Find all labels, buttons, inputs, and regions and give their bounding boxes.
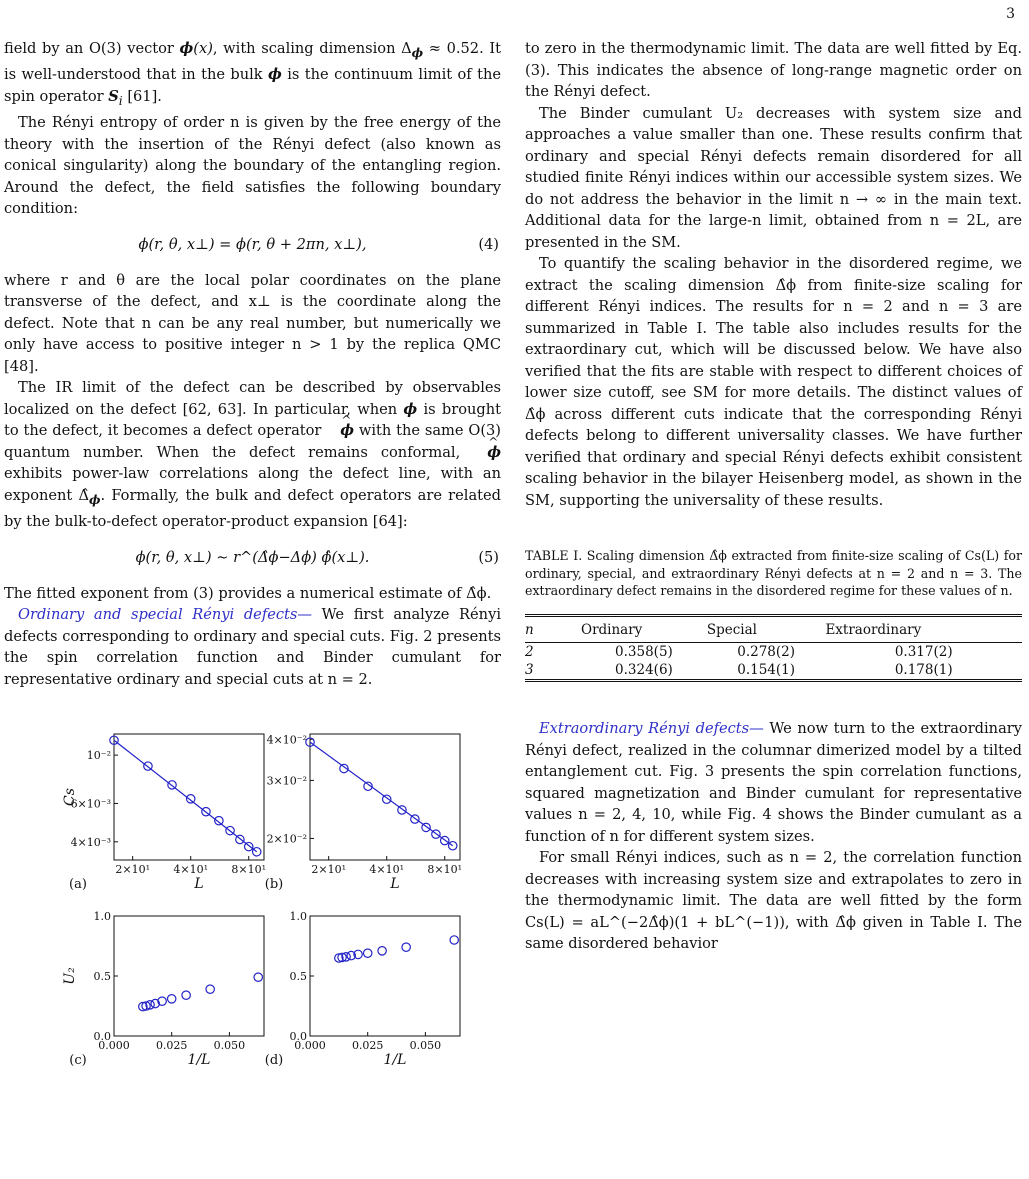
left-paragraph-3: where r and θ are the local polar coordinates on the plane transverse of the defect, and x⊥ is the coordinate along the defect. Note that n can be any real number, but numerically we only have access to positive integer n > 1 by the replica QMC [48]. xyxy=(4,271,501,375)
y-tick-label: 4×10⁻² xyxy=(266,733,307,747)
y-tick-label: 1.0 xyxy=(289,910,307,924)
figure-2 xyxy=(4,724,501,1069)
left-paragraph-6: Ordinary and special Rényi defects— We first analyze Rényi defects corresponding to ordinary and special cuts. Fig. 2 presents the spin correlation function and Binder cumulant for representative ordinary and special cuts at n = 2. xyxy=(4,606,501,688)
data-point xyxy=(422,823,430,831)
y-axis-label: Cs xyxy=(62,788,78,807)
figure-2-svg xyxy=(4,724,501,1069)
panel-label: (a) xyxy=(69,877,87,893)
y-tick-label: 6×10⁻³ xyxy=(70,797,111,811)
y-tick-label: 2×10⁻² xyxy=(266,832,307,846)
x-axis-label: L xyxy=(390,876,400,893)
x-tick-label: 0.000 xyxy=(294,1039,326,1053)
x-axis-label: 1/L xyxy=(383,1052,407,1069)
x-tick-label: 0.050 xyxy=(409,1039,442,1053)
data-point xyxy=(187,795,195,803)
page-number: 3 xyxy=(1006,6,1015,22)
x-tick-label: 2×10¹ xyxy=(311,863,346,877)
data-point xyxy=(363,949,371,957)
table-cell: 0.358(5) xyxy=(615,644,673,660)
equation-5: ϕ(r, θ, x⊥) ∼ r^(Δ̂ϕ−Δϕ) ϕ̂(x⊥). (5) xyxy=(135,548,499,566)
axes-frame xyxy=(114,916,264,1036)
x-tick-label: 0.025 xyxy=(351,1039,384,1053)
equation-4: ϕ(r, θ, x⊥) = ϕ(r, θ + 2πn, x⊥), (4) xyxy=(138,236,499,254)
right-paragraph-3: To quantify the scaling behavior in the disordered regime, we extract the scaling dimension Δ̂ϕ from finite-size scaling for different Rényi indices. The results for n = 2 and n = 3 are summarized in Table I. The table also includes results for the extraordinary cut, which will be discussed below. We have also verified that the fits are stable with respect to different choices of lower size cutoff, see SM for more details. The distinct values of Δ̂ϕ across different cuts indicate that the corresponding Rényi defects belong to different universality classes. We have further verified that ordinary and special Rényi defects exhibit consistent scaling behavior in the bilayer Heisenberg model, as shown in the SM, supporting the universality of these results. xyxy=(525,255,1022,509)
axes-frame xyxy=(114,734,264,860)
y-tick-label: 0.5 xyxy=(93,970,111,984)
table-cell: 0.154(1) xyxy=(707,661,826,681)
table-1-caption: TABLE I. Scaling dimension Δ̂ϕ extracted from finite-size scaling of Cs(L) for ordinary, special, and extraordinary Rényi defects at n = 2 and n = 3. The extraordinary defect remains in the disordered regime for these values of n. xyxy=(525,548,1022,598)
x-axis-label: L xyxy=(194,876,204,893)
x-tick-label: 2×10¹ xyxy=(115,863,150,877)
data-point xyxy=(378,947,386,955)
data-point xyxy=(182,991,190,999)
panel-label: (d) xyxy=(264,1053,284,1069)
data-point xyxy=(402,943,410,951)
table-header-ordinary: Ordinary xyxy=(581,615,707,643)
data-point xyxy=(411,815,419,823)
data-point xyxy=(450,936,458,944)
x-tick-label: 0.025 xyxy=(155,1039,188,1053)
right-paragraph-1: to zero in the thermodynamic limit. The data are well fitted by Eq. (3). This indicates the absence of long-range magnetic order on the Rényi defect. xyxy=(525,40,1022,100)
data-point xyxy=(254,973,262,981)
x-tick-label: 4×10¹ xyxy=(369,863,405,877)
panel-label: (c) xyxy=(69,1053,87,1069)
table-cell: 3 xyxy=(525,661,581,681)
data-point xyxy=(206,985,214,993)
table-row xyxy=(525,643,1022,662)
x-tick-label: 0.000 xyxy=(98,1039,130,1053)
panel-label: (b) xyxy=(264,877,284,893)
x-tick-label: 4×10¹ xyxy=(173,863,209,877)
right-paragraph-5: For small Rényi indices, such as n = 2, the correlation function decreases with increasing system size and extrapolates to zero in the thermodynamic limit. The data are well fitted by the form Cs(L) = aL^(−2Δ̂ϕ)(1 + bL^(−1)), with Δ̂ϕ given in Table I. The same disordered behavior xyxy=(525,849,1022,952)
left-column xyxy=(4,38,502,1069)
y-tick-label: 3×10⁻² xyxy=(266,774,307,788)
left-paragraph-5: The fitted exponent from (3) provides a numerical estimate of Δ̂ϕ. xyxy=(4,584,492,602)
data-point xyxy=(398,806,406,814)
left-paragraph-2: The Rényi entropy of order n is given by the free energy of the theory with the insertion of the Rényi defect (also known as conical singularity) along the boundary of the entangling region. Around the defect, the field satisfies the following boundary condition: xyxy=(4,114,501,218)
y-tick-label: 0.0 xyxy=(93,1030,111,1044)
fit-line xyxy=(114,740,257,852)
left-paragraph-4: The IR limit of the defect can be described by observables localized on the defect [62, 63]. In particular, when ϕ is brought to the defect, it becomes a defect operator ^ ϕ with the same O(3) quantum number. When the defect remains conformal, ^ ϕ exhibits power-law correlations along the defect line, with an exponent $\Deltâ_\phi$. Formally, the bulk and defect operators are related by the bulk-to-defect operator-product expansion [64]: xyxy=(4,377,501,532)
table-cell: 0.278(2) xyxy=(737,644,796,660)
data-point xyxy=(253,848,261,856)
x-tick-label: 8×10¹ xyxy=(231,863,267,877)
y-tick-label: 0.5 xyxy=(289,970,307,984)
table-header-special: Special xyxy=(707,615,826,643)
left-paragraph-1: field by an O(3) vector ϕ(x), with scaling dimension $\Delta_\phi \approx 0.52$. It is well-understood that in the bulk ϕ is the continuum limit of the spin operator $S_i$ [61]. xyxy=(4,40,501,108)
table-1 xyxy=(525,614,1022,683)
right-column xyxy=(525,38,1022,955)
data-point xyxy=(167,995,175,1003)
data-point xyxy=(236,835,244,843)
table-row xyxy=(525,661,1022,681)
table-cell: 0.324(6) xyxy=(581,661,707,681)
table-cell: 2 xyxy=(525,644,534,660)
table-cell: 0.178(1) xyxy=(825,661,1022,681)
data-point xyxy=(215,817,223,825)
section-title-extraordinary: Extraordinary Rényi defects— xyxy=(539,720,764,737)
axes-frame xyxy=(310,916,460,1036)
x-axis-label: 1/L xyxy=(187,1052,211,1069)
y-tick-label: 0.0 xyxy=(289,1030,307,1044)
y-tick-label: 1.0 xyxy=(93,910,111,924)
table-header-n: n xyxy=(525,615,581,643)
fit-line xyxy=(310,742,453,846)
x-tick-label: 8×10¹ xyxy=(427,863,463,877)
y-tick-label: 10⁻² xyxy=(86,749,111,763)
right-paragraph-4: Extraordinary Rényi defects— We now turn to the extraordinary Rényi defect, realized in the columnar dimerized model by a tilted entanglement cut. Fig. 3 presents the spin correlation functions, squared magnetization and Binder cumulant for representative values n = 2, 4, 10, while Fig. 4 shows the Binder cumulant as a function of n for different system sizes. xyxy=(525,720,1022,845)
x-tick-label: 0.050 xyxy=(213,1039,246,1053)
section-title-ordinary-special: Ordinary and special Rényi defects— xyxy=(18,606,312,624)
table-header-extraordinary: Extraordinary xyxy=(825,615,1022,643)
table-cell: 0.317(2) xyxy=(894,644,953,660)
right-paragraph-2: The Binder cumulant U₂ decreases with system size and approaches a value smaller than one. These results confirm that ordinary and special Rényi defects remain disordered for all studied finite Rényi indices within our accessible system sizes. We do not address the behavior in the limit n → ∞ in the main text. Additional data for the large-n limit, obtained from n = 2L, are presented in the SM. xyxy=(525,104,1022,251)
data-point xyxy=(245,843,253,851)
table-header-row xyxy=(525,615,1022,643)
y-tick-label: 4×10⁻³ xyxy=(70,836,111,850)
y-axis-label: U₂ xyxy=(62,967,78,985)
